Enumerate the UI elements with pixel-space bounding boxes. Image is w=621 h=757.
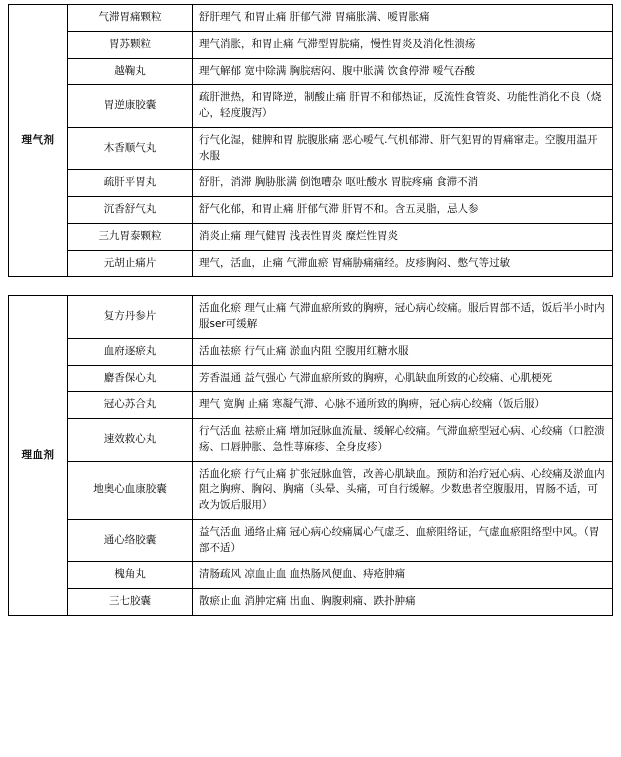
table-row: [9, 170, 613, 197]
drug-desc-cell: 理气，活血，止痛 气滞血瘀 胃痛胁痛痛经。皮疹胸闷、憋气等过敏: [193, 250, 613, 277]
category-cell-liqi: 理气剂: [9, 5, 68, 277]
drug-name-cell: 元胡止痛片: [68, 250, 193, 277]
drug-table-liqi: [8, 4, 613, 277]
drug-name-cell: 地奥心血康胶囊: [68, 461, 193, 519]
table-row: [9, 197, 613, 224]
drug-desc-cell: 清肠疏风 凉血止血 血热肠风便血、痔疮肿痛: [193, 562, 613, 589]
table-row: [9, 58, 613, 85]
drug-name-cell: 三九胃泰颗粒: [68, 223, 193, 250]
drug-name-cell: 沉香舒气丸: [68, 197, 193, 224]
drug-desc-cell: 芳香温通 益气强心 气滞血瘀所致的胸痹，心肌缺血所致的心绞痛、心肌梗死: [193, 365, 613, 392]
drug-desc-cell: 舒肝理气 和胃止痛 肝郁气滞 胃痛胀满、嗳胃胀痛: [193, 5, 613, 32]
table-row: [9, 85, 613, 128]
drug-name-cell: 三七胶囊: [68, 589, 193, 616]
drug-desc-cell: 活血化瘀 理气止痛 气滞血瘀所致的胸痹，冠心病心绞痛。服后胃部不适，饭后半小时内服ser可缓解: [193, 296, 613, 339]
table-row: [9, 419, 613, 462]
drug-desc-cell: 行气化湿，健脾和胃 脘腹胀痛 恶心嗳气.气机郁滞、肝气犯胃的胃痛窜走。空腹用温开水服: [193, 127, 613, 170]
drug-name-cell: 气滞胃痛颗粒: [68, 5, 193, 32]
drug-name-cell: 疏肝平胃丸: [68, 170, 193, 197]
category-cell-lixue: 理血剂: [9, 296, 68, 616]
table-row: [9, 31, 613, 58]
drug-name-cell: 复方丹参片: [68, 296, 193, 339]
table-row: [9, 519, 613, 562]
table-row: [9, 562, 613, 589]
table-row: [9, 5, 613, 32]
drug-desc-cell: 散瘀止血 消肿定痛 出血、胸腹刺痛、跌扑肿痛: [193, 589, 613, 616]
drug-name-cell: 血府逐瘀丸: [68, 338, 193, 365]
drug-desc-cell: 理气 宽胸 止痛 寒凝气滞、心脉不通所致的胸痹，冠心病心绞痛（饭后服）: [193, 392, 613, 419]
drug-desc-cell: 益气活血 通络止痛 冠心病心绞痛属心气虚乏、血瘀阻络证，气虚血瘀阻络型中风。（胃部不适）: [193, 519, 613, 562]
table-row: [9, 365, 613, 392]
table-row: [9, 589, 613, 616]
drug-desc-cell: 疏肝泄热，和胃降逆，制酸止痛 肝胃不和郁热证，反流性食管炎、功能性消化不良（烧心，轻度腹泻）: [193, 85, 613, 128]
drug-desc-cell: 行气活血 祛瘀止痛 增加冠脉血流量、缓解心绞痛。气滞血瘀型冠心病、心绞痛（口腔溃疡、口唇肿胀、急性荨麻疹、全身皮疹）: [193, 419, 613, 462]
drug-name-cell: 越鞠丸: [68, 58, 193, 85]
table-row: [9, 223, 613, 250]
drug-desc-cell: 舒气化郁，和胃止痛 肝郁气滞 肝胃不和。含五灵脂，忌人参: [193, 197, 613, 224]
drug-name-cell: 槐角丸: [68, 562, 193, 589]
drug-desc-cell: 活血化瘀 行气止痛 扩张冠脉血管，改善心肌缺血。预防和治疗冠心病、心绞痛及淤血内阻之胸痹、胸闷、胸痛（头晕、头痛，可自行缓解。少数患者空腹服用，胃肠不适，可改为饭后服用）: [193, 461, 613, 519]
table-row: [9, 296, 613, 339]
drug-desc-cell: 舒肝，消滞 胸胁胀满 倒饱嘈杂 呕吐酸水 胃脘疼痛 食滞不消: [193, 170, 613, 197]
drug-desc-cell: 理气消胀，和胃止痛 气滞型胃脘痛，慢性胃炎及消化性溃疡: [193, 31, 613, 58]
drug-name-cell: 胃苏颗粒: [68, 31, 193, 58]
drug-name-cell: 胃逆康胶囊: [68, 85, 193, 128]
table-row: [9, 338, 613, 365]
table-row: [9, 392, 613, 419]
drug-desc-cell: 活血祛瘀 行气止痛 淤血内阻 空腹用红糖水服: [193, 338, 613, 365]
drug-name-cell: 麝香保心丸: [68, 365, 193, 392]
drug-name-cell: 冠心苏合丸: [68, 392, 193, 419]
drug-table-lixue: [8, 295, 613, 616]
table-row: [9, 127, 613, 170]
drug-desc-cell: 理气解郁 宽中除满 胸脘痞闷、腹中胀满 饮食停滞 嗳气吞酸: [193, 58, 613, 85]
drug-name-cell: 通心络胶囊: [68, 519, 193, 562]
drug-desc-cell: 消炎止痛 理气健胃 浅表性胃炎 糜烂性胃炎: [193, 223, 613, 250]
table-row: [9, 250, 613, 277]
drug-name-cell: 速效救心丸: [68, 419, 193, 462]
table-row: [9, 461, 613, 519]
drug-name-cell: 木香顺气丸: [68, 127, 193, 170]
